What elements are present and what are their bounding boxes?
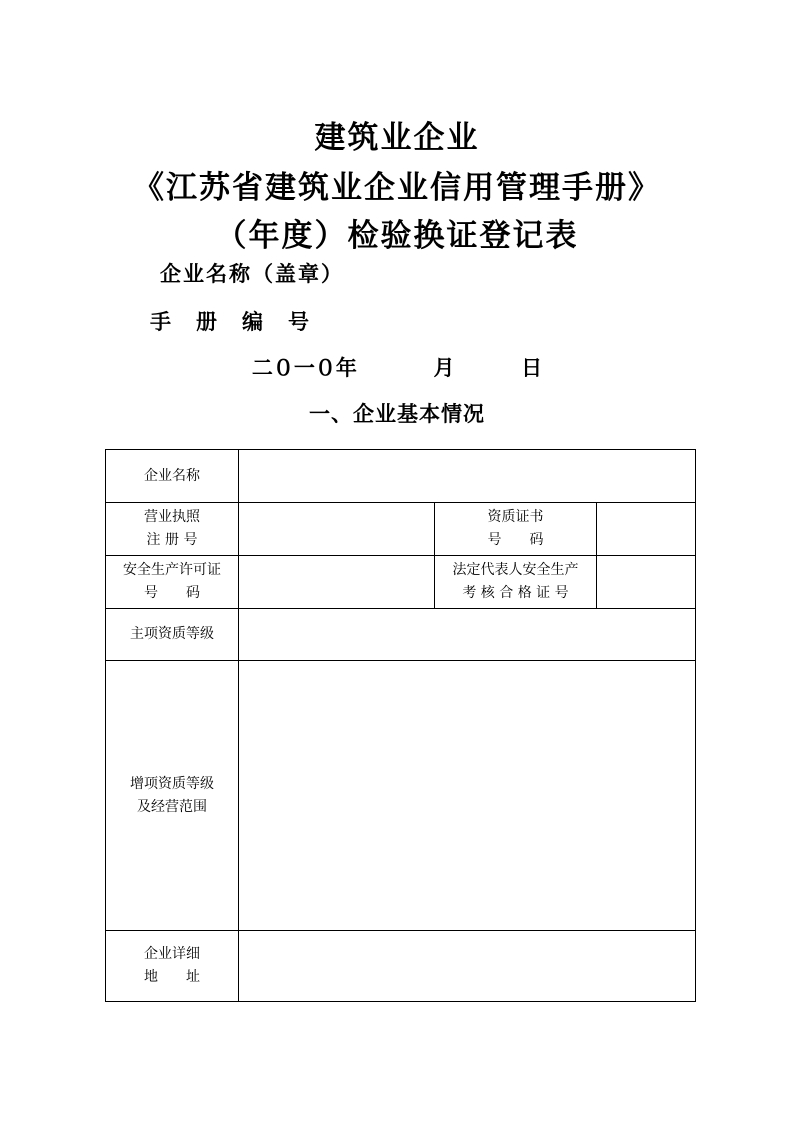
date-day: 日 [521,355,543,380]
row-additional-qualification [106,661,696,931]
company-name-value[interactable] [239,450,696,503]
title-line-3: （年度）检验换证登记表 [215,218,579,254]
safety-permit-value[interactable] [239,556,435,609]
date-year: 二０一０年 [251,355,357,380]
additional-qualification-label: 增项资质等级 及经营范围 [106,661,239,931]
row-license [106,503,696,556]
legal-rep-safety-label: 法定代表人安全生产 考 核 合 格 证 号 [435,556,597,609]
book-number-label: 手 册 编 号 [150,309,311,334]
row-main-qualification [106,609,696,661]
qualification-cert-value[interactable] [597,503,696,556]
date-line [0,352,794,382]
main-qualification-label: 主项资质等级 [106,609,239,661]
row-company-name [106,450,696,503]
enterprise-info-table [105,449,696,1002]
section-title: 一、企业基本情况 [309,402,485,426]
business-license-value[interactable] [239,503,435,556]
title-line-1: 建筑业企业 [314,120,480,156]
additional-qualification-value[interactable] [239,661,696,931]
legal-rep-safety-value[interactable] [597,556,696,609]
safety-permit-label: 安全生产许可证 号 码 [106,556,239,609]
company-name-label-cell: 企业名称 [106,450,239,503]
qualification-cert-label: 资质证书 号 码 [435,503,597,556]
business-license-label: 营业执照 注 册 号 [106,503,239,556]
detailed-address-value[interactable] [239,931,696,1002]
title-line-2: 《江苏省建筑业企业信用管理手册》 [133,170,661,206]
company-name-label: 企业名称（盖章） [160,261,344,286]
row-safety [106,556,696,609]
main-qualification-value[interactable] [239,609,696,661]
date-month: 月 [433,355,455,380]
row-address [106,931,696,1002]
detailed-address-label: 企业详细 地 址 [106,931,239,1002]
